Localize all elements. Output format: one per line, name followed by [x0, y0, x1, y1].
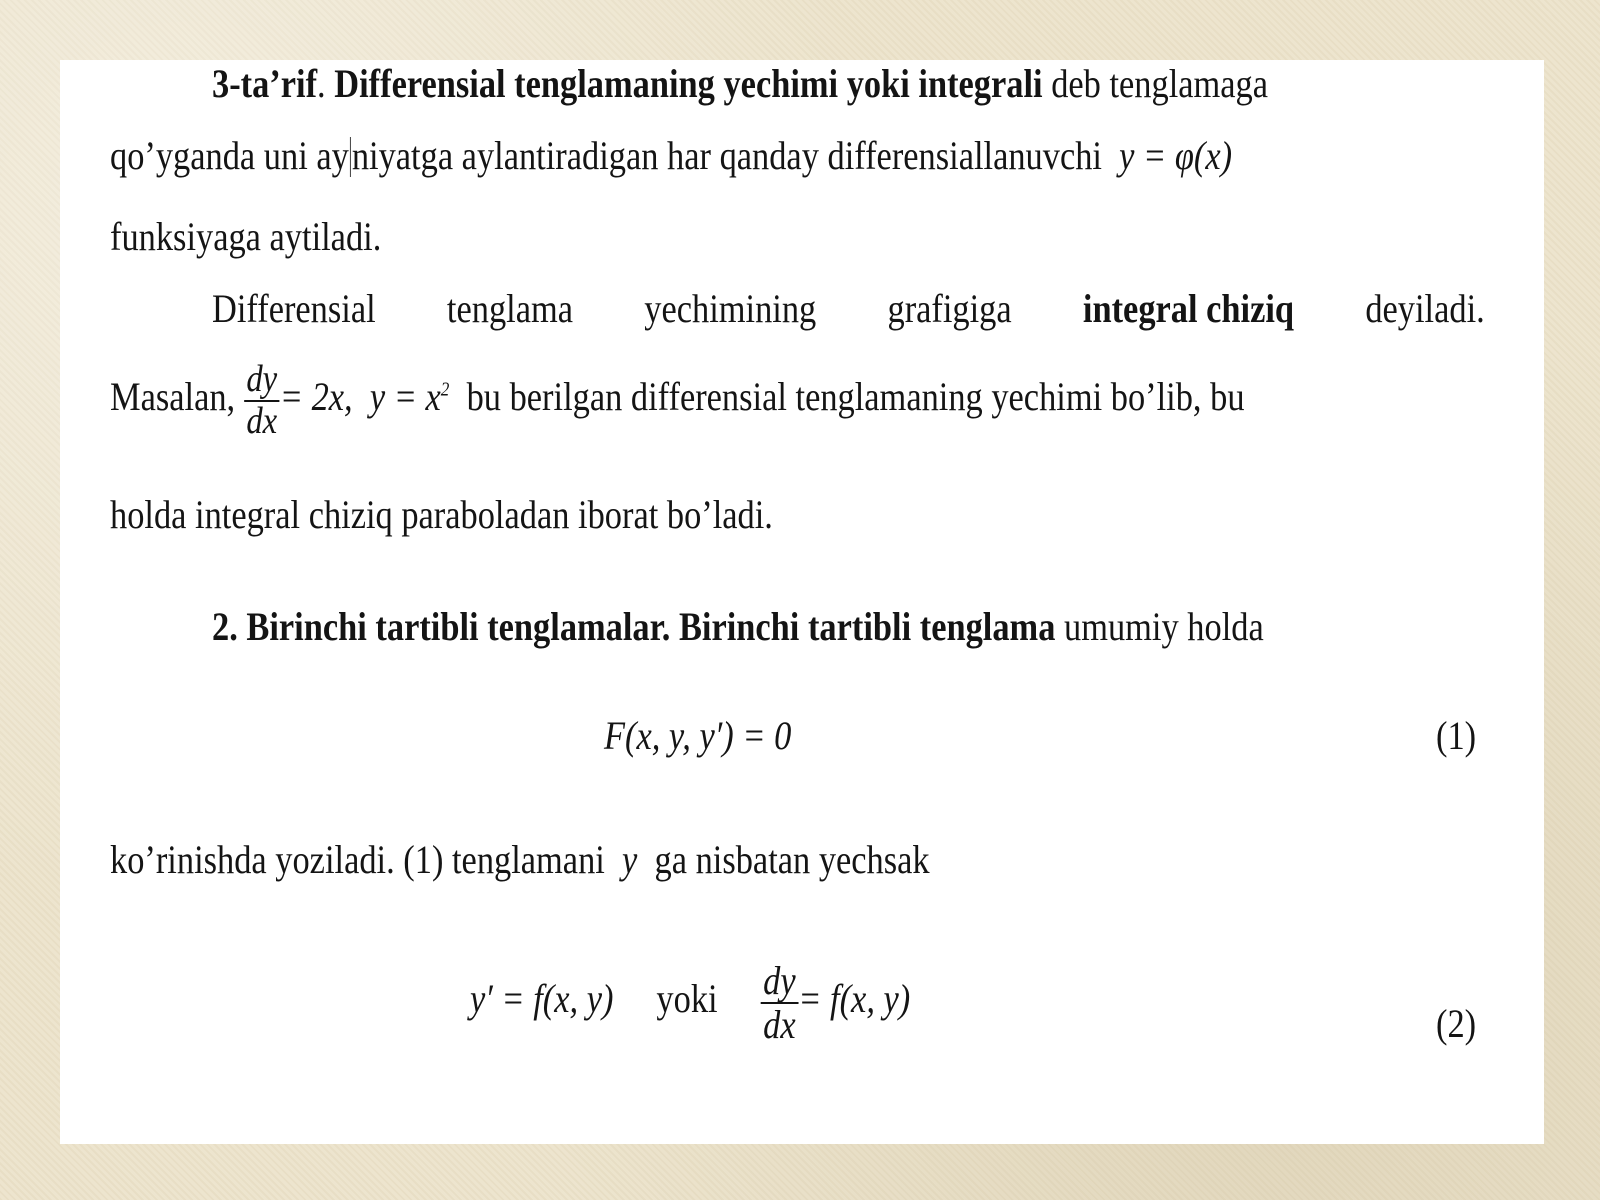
definition-line-3: funksiyaga aytiladi.	[110, 214, 382, 259]
definition-term: Differensial tenglamaning yechimi yoki integrali	[334, 61, 1043, 106]
derivative-fraction: $\frac{dy}{dx}$	[244, 360, 280, 442]
equation-2-number: (2)	[1436, 1001, 1477, 1046]
parabola-solution: $y = x^2$	[369, 374, 450, 420]
function-formula: y = φ(x)	[1119, 133, 1233, 178]
example-line: Masalan, $\frac{dy}{dx}$ = 2x, $y = x^2$ bu berilgan differensial tenglamaning yechimi bo’lib, bu	[110, 358, 1245, 442]
integral-curve-term: integral chiziq	[1082, 286, 1295, 331]
equation-1: F(x, y, y′) = 0	[604, 713, 792, 758]
integral-curve-line: Differensial tenglama yechimining grafigiga integral chiziq deyiladi.	[212, 286, 1485, 331]
slide-page	[60, 60, 1544, 1144]
definition-number: 3-ta’rif	[212, 61, 318, 106]
conclusion-line: holda integral chiziq paraboladan iborat bo’ladi.	[110, 492, 773, 537]
definition-line-1: 3-ta’rif. Differensial tenglamaning yechimi yoki integrali deb tenglamaga	[212, 61, 1269, 106]
section-2-heading: 2. Birinchi tartibli tenglamalar. Birinchi tartibli tenglama umumiy holda	[212, 604, 1264, 649]
derivative-fraction-2: $\frac{dy}{dx}$	[761, 960, 799, 1046]
definition-line-2: qo’yganda uni ayniyatga aylantiradigan har qanday differensiallanuvchi y = φ(x)	[110, 133, 1233, 178]
solve-for-y-line: ko’rinishda yoziladi. (1) tenglamani y ga nisbatan yechsak	[110, 837, 930, 882]
equation-1-number: (1)	[1436, 713, 1477, 758]
equation-2: y′ = f(x, y) yoki $\frac{dy}{dx}$ = f(x, y)	[470, 958, 911, 1047]
